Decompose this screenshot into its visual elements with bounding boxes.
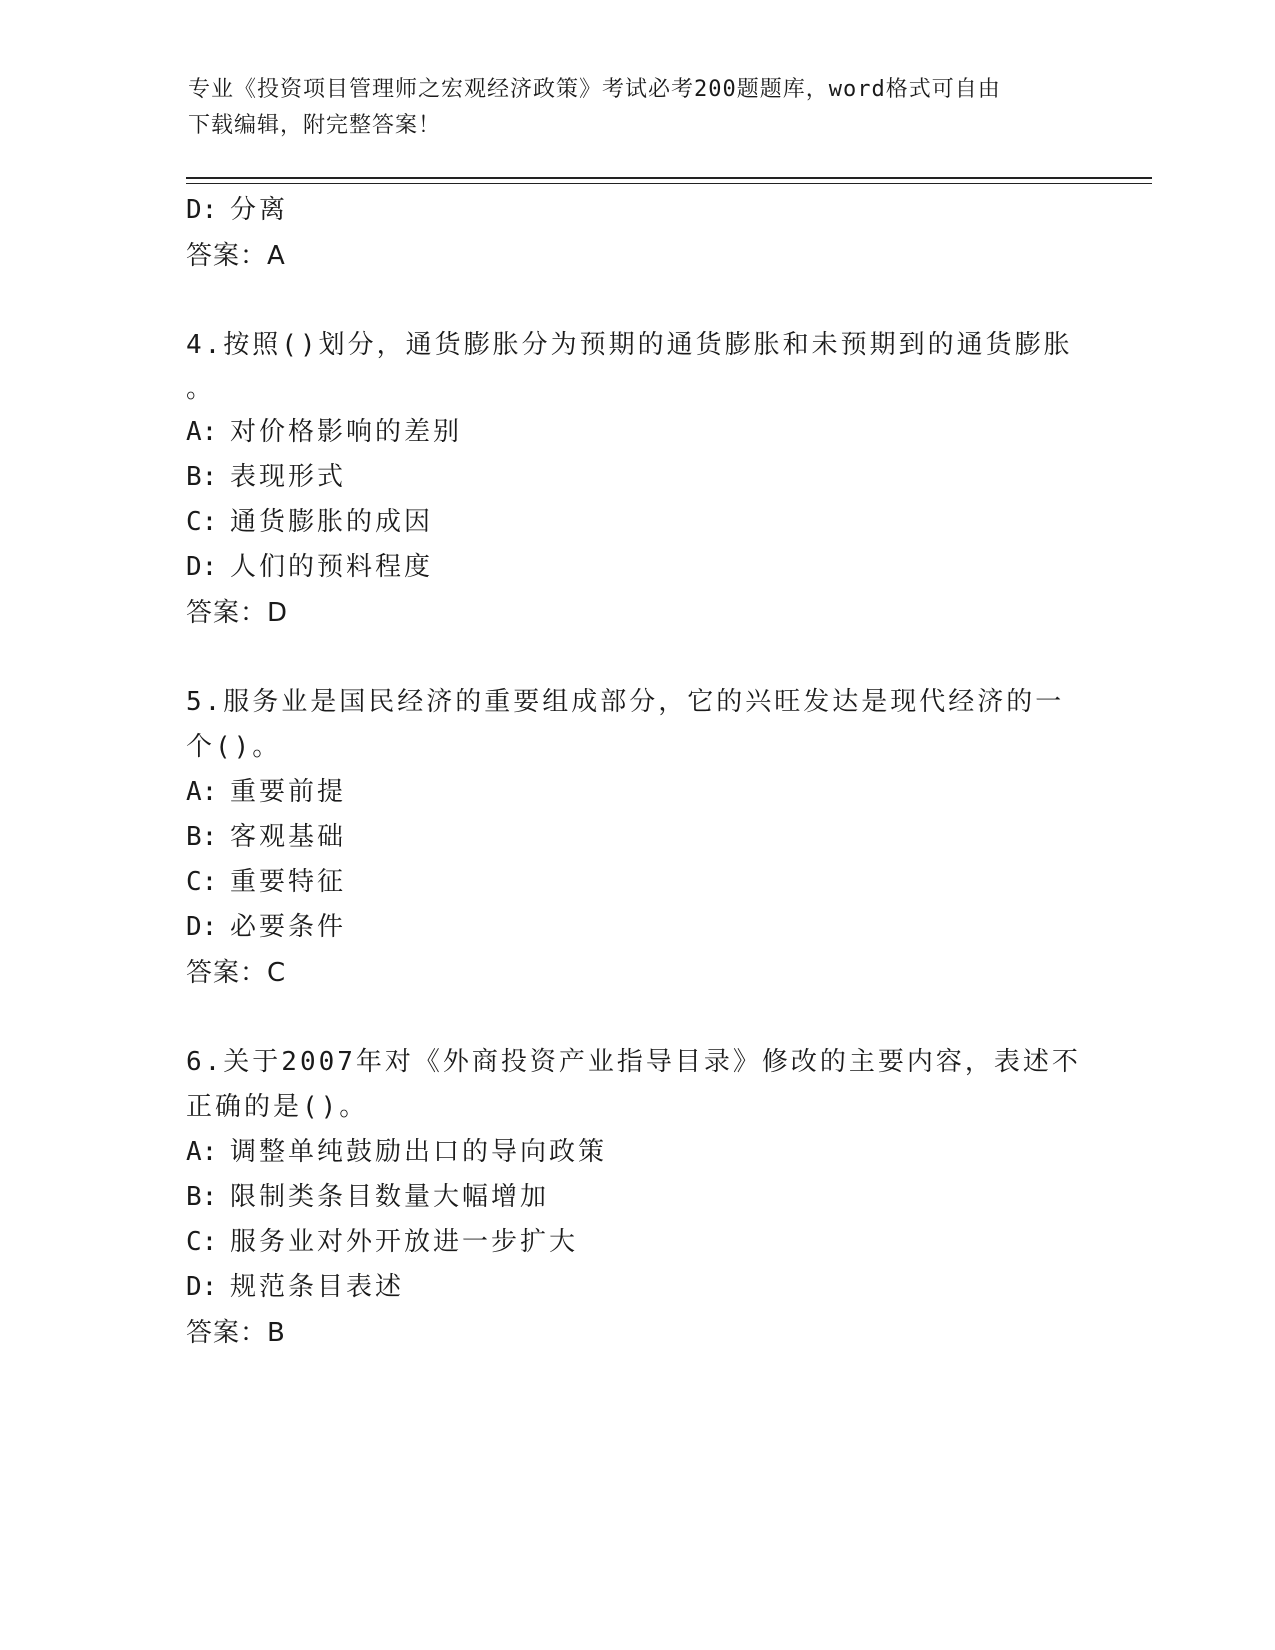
document-header [188,72,1068,144]
answer-line: 答案：A [186,241,286,271]
option-text: 客观基础 [230,822,347,852]
question-6 [186,1040,1081,1356]
spacer [186,996,1066,1040]
option-text: 调整单纯鼓励出口的导向政策 [230,1137,608,1167]
option-letter: A: [186,1137,218,1167]
question-5 [186,680,1066,996]
option-text: 限制类条目数量大幅增加 [230,1182,550,1212]
option-text: 重要特征 [230,867,347,897]
answer-line: 答案：C [186,958,287,988]
option-letter: D: [186,195,218,225]
question-stem-line-1: 5.服务业是国民经济的重要组成部分，它的兴旺发达是现代经济的一 [186,687,1065,717]
option-text: 对价格影响的差别 [230,417,463,447]
spacer [186,279,1066,323]
header-line-2: 下载编辑，附完整答案！ [188,113,442,138]
header-line-1: 专业《投资项目管理师之宏观经济政策》考试必考200题题库，word格式可自由 [188,77,1001,102]
question-stem-line-2: 正确的是()。 [186,1092,369,1122]
question-stem-line-1: 4.按照()划分，通货膨胀分为预期的通货膨胀和未预期到的通货膨胀 [186,330,1073,360]
option-text: 服务业对外开放进一步扩大 [230,1227,579,1257]
header-divider [186,177,1152,184]
question-4 [186,323,1073,636]
answer-line: 答案：B [186,1318,286,1348]
option-letter: C: [186,507,218,537]
option-text: 重要前提 [230,777,347,807]
question-stem-line-2: 。 [186,374,216,404]
option-letter: B: [186,1182,218,1212]
question-3-fragment [186,188,1066,279]
document-body [186,188,1081,1356]
option-text: 人们的预料程度 [230,552,434,582]
option-d [186,545,1066,590]
option-b [186,815,1066,860]
option-letter: D: [186,1272,218,1302]
option-text: 通货膨胀的成因 [230,507,434,537]
option-letter: C: [186,1227,218,1257]
option-a [186,410,1066,455]
option-d [186,188,1066,233]
option-a [186,1130,1066,1175]
option-d [186,905,1066,950]
option-letter: D: [186,912,218,942]
option-letter: B: [186,462,218,492]
option-text: 规范条目表述 [230,1272,405,1302]
option-d [186,1265,1066,1310]
spacer [186,636,1066,680]
question-stem-line-2: 个()。 [186,732,282,762]
option-text: 分离 [230,195,289,225]
option-b [186,455,1066,500]
option-letter: A: [186,417,218,447]
option-a [186,770,1066,815]
question-stem-line-1: 6.关于2007年对《外商投资产业指导目录》修改的主要内容，表述不 [186,1047,1081,1077]
option-text: 表现形式 [230,462,347,492]
option-b [186,1175,1066,1220]
option-letter: D: [186,552,218,582]
answer-line: 答案：D [186,598,289,628]
option-c [186,1220,1066,1265]
option-letter: B: [186,822,218,852]
option-c [186,500,1066,545]
option-letter: C: [186,867,218,897]
option-c [186,860,1066,905]
option-letter: A: [186,777,218,807]
option-text: 必要条件 [230,912,347,942]
